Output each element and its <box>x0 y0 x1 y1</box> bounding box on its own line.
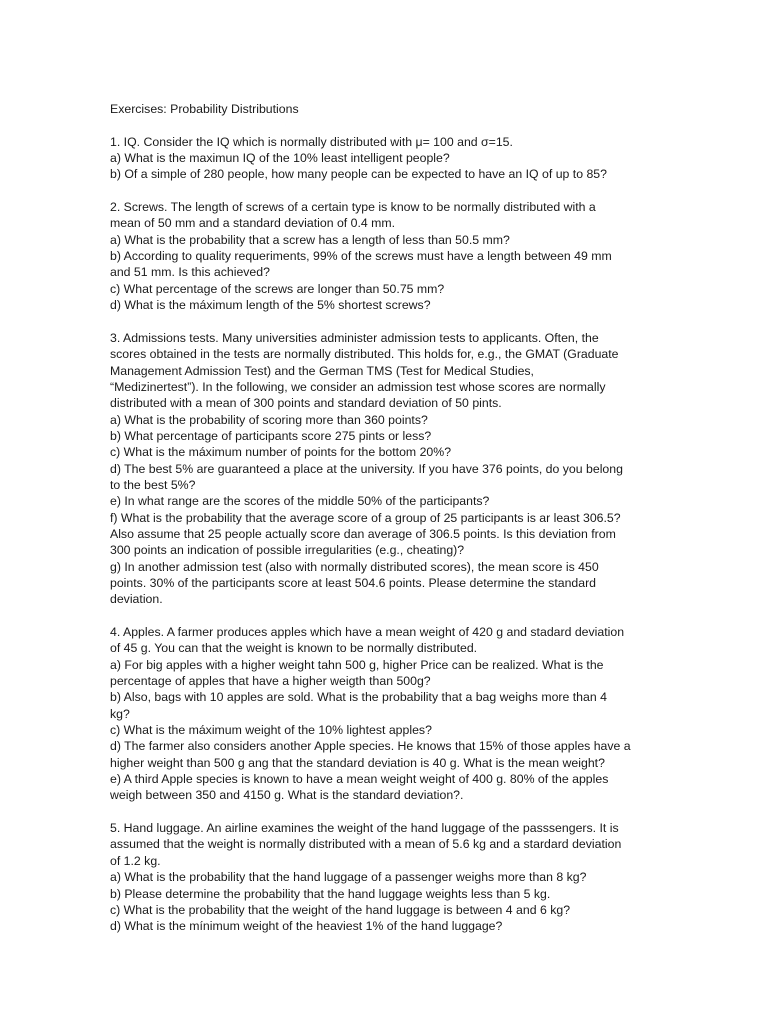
exercise-text-line: a) What is the probability of scoring more than 360 points? <box>110 412 428 427</box>
exercise-text-line: e) In what range are the scores of the middle 50% of the participants? <box>110 494 490 509</box>
paragraph-spacer <box>110 313 658 329</box>
exercise-text-line: of 1.2 kg. <box>110 853 161 868</box>
exercise-text-line: a) For big apples with a higher weight tahn 500 g, higher Price can be realized. What is the <box>110 657 604 672</box>
exercise-text-line: e) A third Apple species is known to have a mean weight weight of 400 g. 80% of the apples <box>110 772 609 787</box>
exercise-text-line: 1. IQ. Consider the IQ which is normally distributed with μ= 100 and σ=15. <box>110 134 513 149</box>
exercise-text-line: 3. Admissions tests. Many universities administer admission tests to applicants. Often, the <box>110 330 599 345</box>
exercise-text-line: 5. Hand luggage. An airline examines the weight of the hand luggage of the passsengers. It is <box>110 821 619 836</box>
exercise-text-line: higher weight than 500 g ang that the standard deviation is 40 g. What is the mean weight? <box>110 755 605 770</box>
exercise-text-line: to the best 5%? <box>110 477 196 492</box>
exercise-5 <box>110 820 658 934</box>
paragraph-spacer <box>110 804 658 820</box>
exercise-4 <box>110 624 658 804</box>
exercise-text-line: mean of 50 mm and a standard deviation of 0.4 mm. <box>110 216 396 231</box>
exercise-text-line: d) What is the máximum length of the 5% shortest screws? <box>110 298 431 313</box>
exercise-1 <box>110 134 658 183</box>
exercise-text-line: of 45 g. You can that the weight is known to be normally distributed. <box>110 641 478 656</box>
exercise-text-line: weigh between 350 and 4150 g. What is the standard deviation?. <box>110 788 464 803</box>
paragraph-spacer <box>110 608 658 624</box>
exercise-text-line: Also assume that 25 people actually score dan average of 306.5 points. Is this deviation from <box>110 526 616 541</box>
exercise-text-line: 300 points an indication of possible irregularities (e.g., cheating)? <box>110 543 465 558</box>
exercise-text-line: b) According to quality requeriments, 99% of the screws must have a length between 49 mm <box>110 249 612 264</box>
exercise-text-line: points. 30% of the participants score at least 504.6 points. Please determine the standard <box>110 575 597 590</box>
exercise-text-line: b) What percentage of participants score 275 pints or less? <box>110 428 432 443</box>
exercise-2 <box>110 199 658 313</box>
exercise-text-line: percentage of apples that have a higher weigth than 500g? <box>110 674 431 689</box>
exercise-text-line: d) What is the mínimum weight of the heaviest 1% of the hand luggage? <box>110 919 503 934</box>
exercise-text-line: c) What percentage of the screws are longer than 50.75 mm? <box>110 281 445 296</box>
exercise-text-line: a) What is the maximun IQ of the 10% least intelligent people? <box>110 151 450 166</box>
exercise-text-line: a) What is the probability that the hand luggage of a passenger weighs more than 8 kg? <box>110 870 587 885</box>
exercise-text-line: scores obtained in the tests are normally distributed. This holds for, e.g., the GMAT (Graduate <box>110 347 619 362</box>
exercise-text-line: c) What is the máximum number of points for the bottom 20%? <box>110 445 452 460</box>
paragraph-spacer <box>110 117 658 133</box>
exercise-list <box>110 117 658 934</box>
exercise-text-line: b) Of a simple of 280 people, how many people can be expected to have an IQ of up to 85? <box>110 167 607 182</box>
exercise-text-line: 2. Screws. The length of screws of a certain type is know to be normally distributed with a <box>110 200 596 215</box>
exercise-text-line: a) What is the probability that a screw has a length of less than 50.5 mm? <box>110 232 510 247</box>
exercise-text-line: deviation. <box>110 592 163 607</box>
exercise-text-line: c) What is the probability that the weight of the hand luggage is between 4 and 6 kg? <box>110 902 571 917</box>
document-page <box>110 101 658 935</box>
exercise-text-line: c) What is the máximum weight of the 10% lightest apples? <box>110 723 432 738</box>
exercise-text-line: d) The farmer also considers another Apple species. He knows that 15% of those apples have a <box>110 739 631 754</box>
exercise-text-line: Management Admission Test) and the German TMS (Test for Medical Studies, <box>110 363 534 378</box>
exercise-text-line: b) Please determine the probability that the hand luggage weights less than 5 kg. <box>110 886 551 901</box>
exercise-text-line: assumed that the weight is normally distributed with a mean of 5.6 kg and a stardard deviation <box>110 837 622 852</box>
exercise-text-line: and 51 mm. Is this achieved? <box>110 265 270 280</box>
exercise-text-line: “Medizinertest”). In the following, we consider an admission test whose scores are normally <box>110 379 606 394</box>
document-title: Exercises: Probability Distributions <box>110 102 299 116</box>
exercise-text-line: 4. Apples. A farmer produces apples which have a mean weight of 420 g and stadard deviation <box>110 625 625 639</box>
exercise-text-line: kg? <box>110 706 130 721</box>
exercise-text-line: distributed with a mean of 300 points and standard deviation of 50 pints. <box>110 396 502 411</box>
exercise-text-line: f) What is the probability that the average score of a group of 25 participants is ar least 306.5? <box>110 510 621 525</box>
exercise-text-line: g) In another admission test (also with normally distributed scores), the mean score is 450 <box>110 559 599 574</box>
exercise-text-line: d) The best 5% are guaranteed a place at the university. If you have 376 points, do you belong <box>110 461 623 476</box>
paragraph-spacer <box>110 183 658 199</box>
exercise-3 <box>110 330 658 608</box>
exercise-text-line: b) Also, bags with 10 apples are sold. What is the probability that a bag weighs more than 4 <box>110 690 607 705</box>
